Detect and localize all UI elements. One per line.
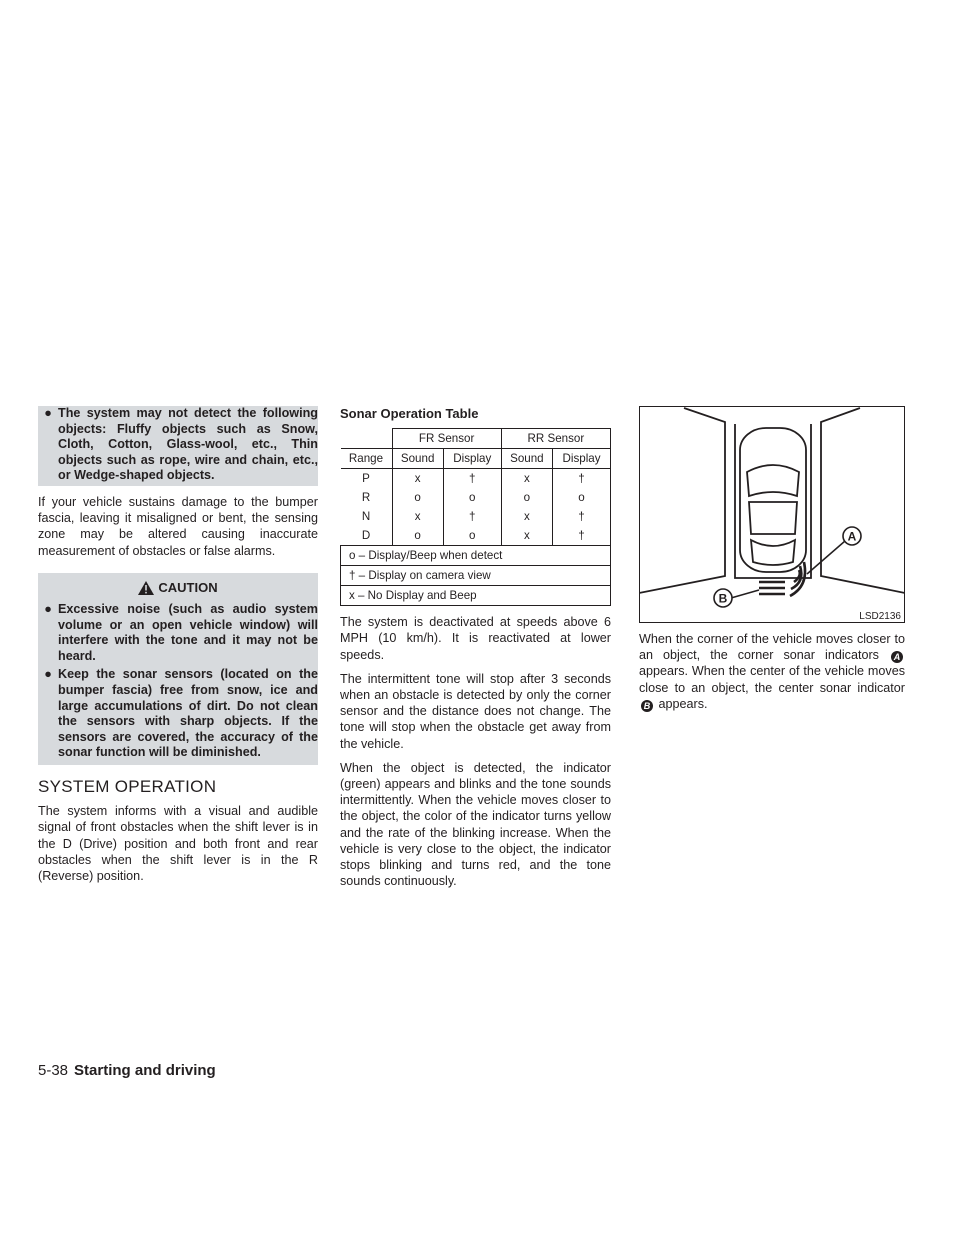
sonar-figure <box>639 406 905 623</box>
middle-column <box>340 406 611 897</box>
sonar-operation-table <box>340 428 611 606</box>
marker-b-icon: B <box>641 700 653 712</box>
warning-item <box>38 406 318 484</box>
legend-row <box>341 586 611 606</box>
indicator-text-1: When the corner of the vehicle moves closer to an object, the corner sonar indicators <box>639 632 905 663</box>
table-blank-cell <box>341 429 393 449</box>
right-column <box>639 631 905 720</box>
table-cell: x <box>501 507 552 526</box>
table-cell: D <box>341 526 393 546</box>
paragraph: The system is deactivated at speeds above 6 MPH (10 km/h). It is reactivated at lower speeds. <box>340 615 611 662</box>
table-group-header-row <box>341 429 611 449</box>
table-row <box>341 526 611 546</box>
legend-cell: x – No Display and Beep <box>341 586 611 606</box>
caution-item <box>38 667 318 761</box>
table-cell: o <box>392 526 443 546</box>
table-title: Sonar Operation Table <box>340 406 479 421</box>
bullet-icon: ● <box>44 667 52 682</box>
legend-row <box>341 566 611 586</box>
table-cell: o <box>443 488 501 507</box>
table-cell: o <box>553 488 611 507</box>
col-header: Range <box>341 449 393 469</box>
table-cell: x <box>501 469 552 489</box>
table-cell: † <box>443 469 501 489</box>
legend-cell: † – Display on camera view <box>341 566 611 586</box>
footer-section: Starting and driving <box>74 1062 216 1079</box>
section-title: SYSTEM OPERATION <box>38 776 217 796</box>
table-cell: x <box>392 507 443 526</box>
figure-label-a: A <box>847 529 857 544</box>
group-header-rr: RR Sensor <box>501 429 610 449</box>
indicator-text-3: appears. <box>658 696 708 711</box>
caution-heading <box>38 573 318 602</box>
bullet-icon: ● <box>44 601 52 616</box>
table-header-row <box>341 449 611 469</box>
table-cell: N <box>341 507 393 526</box>
col-header: Display <box>553 449 611 469</box>
caution-text: Keep the sonar sensors (located on the bumper fascia) free from snow, ice and large accumulations of dirt. Do not clean the sensors with sharp objects. If the sensors are covered, the accuracy of the sonar function will be diminished. <box>58 667 318 760</box>
system-paragraph: The system informs with a visual and audible signal of front obstacles when the shift lever is in the D (Drive) position and both front and rear obstacles when the shift lever is in the R (Reverse) position. <box>38 804 318 883</box>
figure-label-b: B <box>718 591 728 606</box>
page-number: 5-38 <box>38 1062 69 1079</box>
legend-cell: o – Display/Beep when detect <box>341 546 611 566</box>
table-row <box>341 488 611 507</box>
table-cell: o <box>443 526 501 546</box>
page-footer <box>38 1062 216 1079</box>
col-header: Sound <box>501 449 552 469</box>
table-row <box>341 507 611 526</box>
table-row <box>341 469 611 489</box>
caution-title: CAUTION <box>158 579 218 595</box>
caution-text: Excessive noise (such as audio system volume or an open vehicle window) will interfere with the tone and it may not be heard. <box>58 601 318 663</box>
table-cell: o <box>501 488 552 507</box>
table-cell: † <box>553 526 611 546</box>
table-cell: † <box>553 507 611 526</box>
table-cell: o <box>392 488 443 507</box>
table-cell: † <box>443 507 501 526</box>
paragraph: The intermittent tone will stop after 3 seconds when an obstacle is detected by only the corner sensor and the distance does not change. The tone will stop when the obstacle get away from the vehicle. <box>340 671 611 751</box>
col-header: Display <box>443 449 501 469</box>
col-header: Sound <box>392 449 443 469</box>
warning-box <box>38 406 318 486</box>
table-cell: x <box>501 526 552 546</box>
marker-a-icon: A <box>891 651 903 663</box>
caution-item <box>38 602 318 664</box>
warning-triangle-icon <box>138 581 154 595</box>
sonar-diagram <box>639 406 905 623</box>
table-cell: P <box>341 469 393 489</box>
damage-paragraph: If your vehicle sustains damage to the bumper fascia, leaving it misaligned or bent, the sensing zone may be altered causing inaccurate measurement of obstacles or false alarms. <box>38 494 318 558</box>
group-header-fr: FR Sensor <box>392 429 501 449</box>
warning-text: The system may not detect the following objects: Fluffy objects such as Snow, Cloth, Cotton, Glass-wool, etc., Thin objects such as rope, wire and chain, etc., or Wedge-shaped objects. <box>58 406 318 483</box>
bullet-icon: ● <box>44 406 52 420</box>
indicator-text-2: appears. When the center of the vehicle moves close to an object, the center sonar indicator <box>639 664 905 695</box>
table-cell: R <box>341 488 393 507</box>
figure-code: LSD2136 <box>859 611 901 622</box>
caution-box <box>38 573 318 765</box>
indicator-paragraph <box>639 631 905 712</box>
paragraph: When the object is detected, the indicator (green) appears and blinks and the tone sounds intermittently. When the vehicle moves closer to the object, the color of the indicator turns yellow and the rate of the blinking increase. When the vehicle is very close to the object, the indicator stops blinking and turns red, and the tone sounds continuously. <box>340 760 611 889</box>
table-cell: † <box>553 469 611 489</box>
legend-row <box>341 546 611 566</box>
table-cell: x <box>392 469 443 489</box>
left-column <box>38 406 318 892</box>
